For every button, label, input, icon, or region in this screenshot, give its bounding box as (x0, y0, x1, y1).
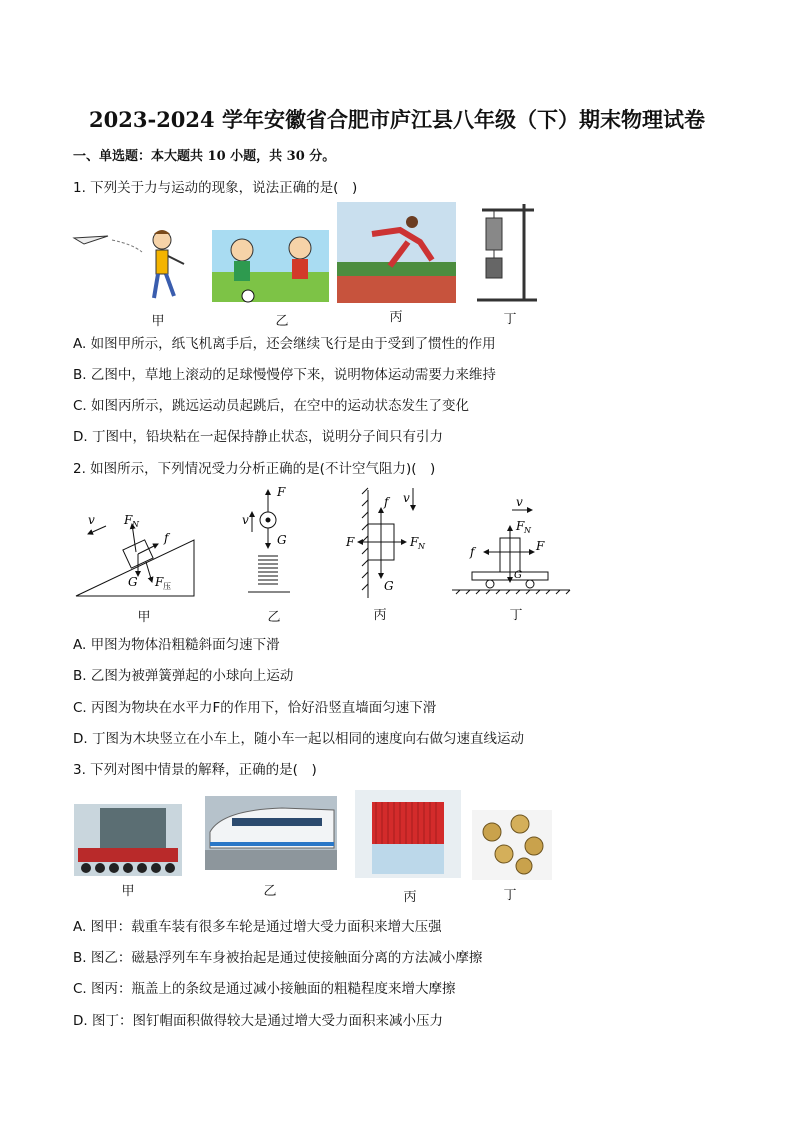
label-g: G (277, 533, 287, 547)
label-fn: F (410, 535, 419, 549)
question-2-force-diagrams (72, 482, 577, 604)
label-g: G (384, 579, 394, 593)
question-1-figures (72, 200, 542, 325)
label-fn-sub: N (418, 542, 425, 551)
label-v: v (242, 513, 249, 527)
question-3-stem: 3. 下列对图中情景的解释，正确的是( ) (73, 762, 317, 778)
label-f: f (470, 545, 475, 559)
lead-blocks-figure (477, 204, 537, 300)
question-1-option-a: A. 如图甲所示，纸飞机离手后，还会继续飞行是由于受到了惯性的作用 (73, 336, 496, 352)
figure-caption: 丁 (503, 312, 517, 327)
figure-caption: 乙 (275, 314, 289, 329)
question-3-option-a: A. 图甲：载重车装有很多车轮是通过增大受力面积来增大压强 (73, 919, 442, 935)
label-f: f (384, 495, 389, 509)
label-g: G (514, 570, 522, 581)
maglev-train-figure (205, 796, 337, 870)
label-fn: F (516, 519, 525, 533)
label-ya: 压 (163, 582, 171, 591)
question-2-option-d: D. 丁图为木块竖立在小车上，随小车一起以相同的速度向右做匀速直线运动 (73, 731, 524, 747)
section-heading: 一、单选题：本大题共 10 小题，共 30 分。 (73, 149, 336, 164)
figure-caption: 乙 (263, 884, 277, 899)
figure-caption: 丙 (373, 608, 387, 623)
figure-caption: 丁 (503, 888, 517, 903)
label-fn: F (124, 513, 133, 527)
question-1-option-d: D. 丁图中，铅块粘在一起保持静止状态，说明分子间只有引力 (73, 429, 443, 445)
figure-caption: 乙 (267, 610, 281, 625)
question-1-stem: 1. 下列关于力与运动的现象，说法正确的是( ) (73, 180, 358, 196)
figure-caption: 丁 (509, 608, 523, 623)
long-jump-figure (337, 202, 456, 303)
label-v: v (516, 495, 523, 509)
figure-caption: 丙 (389, 310, 403, 325)
figure-caption: 甲 (121, 884, 135, 899)
question-2-option-a: A. 甲图为物体沿粗糙斜面匀速下滑 (73, 637, 280, 653)
figure-caption: 丙 (403, 890, 417, 905)
label-F: F (536, 539, 545, 553)
question-2-option-c: C. 丙图为物块在水平力F的作用下，恰好沿竖直墙面匀速下滑 (73, 700, 437, 716)
label-F: F (346, 535, 355, 549)
label-f-ya: F (155, 575, 164, 589)
question-2-option-b: B. 乙图为被弹簧弹起的小球向上运动 (73, 668, 294, 684)
label-fn-sub: N (132, 520, 139, 529)
label-g: G (128, 575, 138, 589)
question-1-option-b: B. 乙图中，草地上滚动的足球慢慢停下来，说明物体运动需要力来维持 (73, 367, 496, 383)
label-F: F (277, 485, 286, 499)
bottle-cap-figure (355, 790, 461, 878)
heavy-truck-figure (74, 804, 182, 876)
question-1-option-c: C. 如图丙所示，跳远运动员起跳后，在空中的运动状态发生了变化 (73, 398, 470, 414)
page-title: 2023-2024 学年安徽省合肥市庐江县八年级（下）期末物理试卷 (89, 107, 705, 132)
thumbtacks-figure (472, 810, 552, 880)
question-3-option-b: B. 图乙：磁悬浮列车车身被抬起是通过使接触面分离的方法减小摩擦 (73, 950, 483, 966)
label-v: v (88, 513, 95, 527)
question-3-option-d: D. 图丁：图钉帽面积做得较大是通过增大受力面积来减小压力 (73, 1013, 443, 1029)
soccer-figure (212, 230, 329, 302)
paper-plane-figure (74, 230, 184, 298)
question-3-option-c: C. 图丙：瓶盖上的条纹是通过减小接触面的粗糙程度来增大摩擦 (73, 981, 456, 997)
figure-caption: 甲 (137, 610, 151, 625)
figure-caption: 甲 (151, 314, 165, 329)
label-fn-sub: N (524, 526, 531, 535)
question-2-stem: 2. 如图所示，下列情况受力分析正确的是(不计空气阻力)( ) (73, 461, 436, 477)
question-3-figures (72, 788, 556, 880)
label-f: f (164, 531, 169, 545)
label-v: v (403, 491, 410, 505)
